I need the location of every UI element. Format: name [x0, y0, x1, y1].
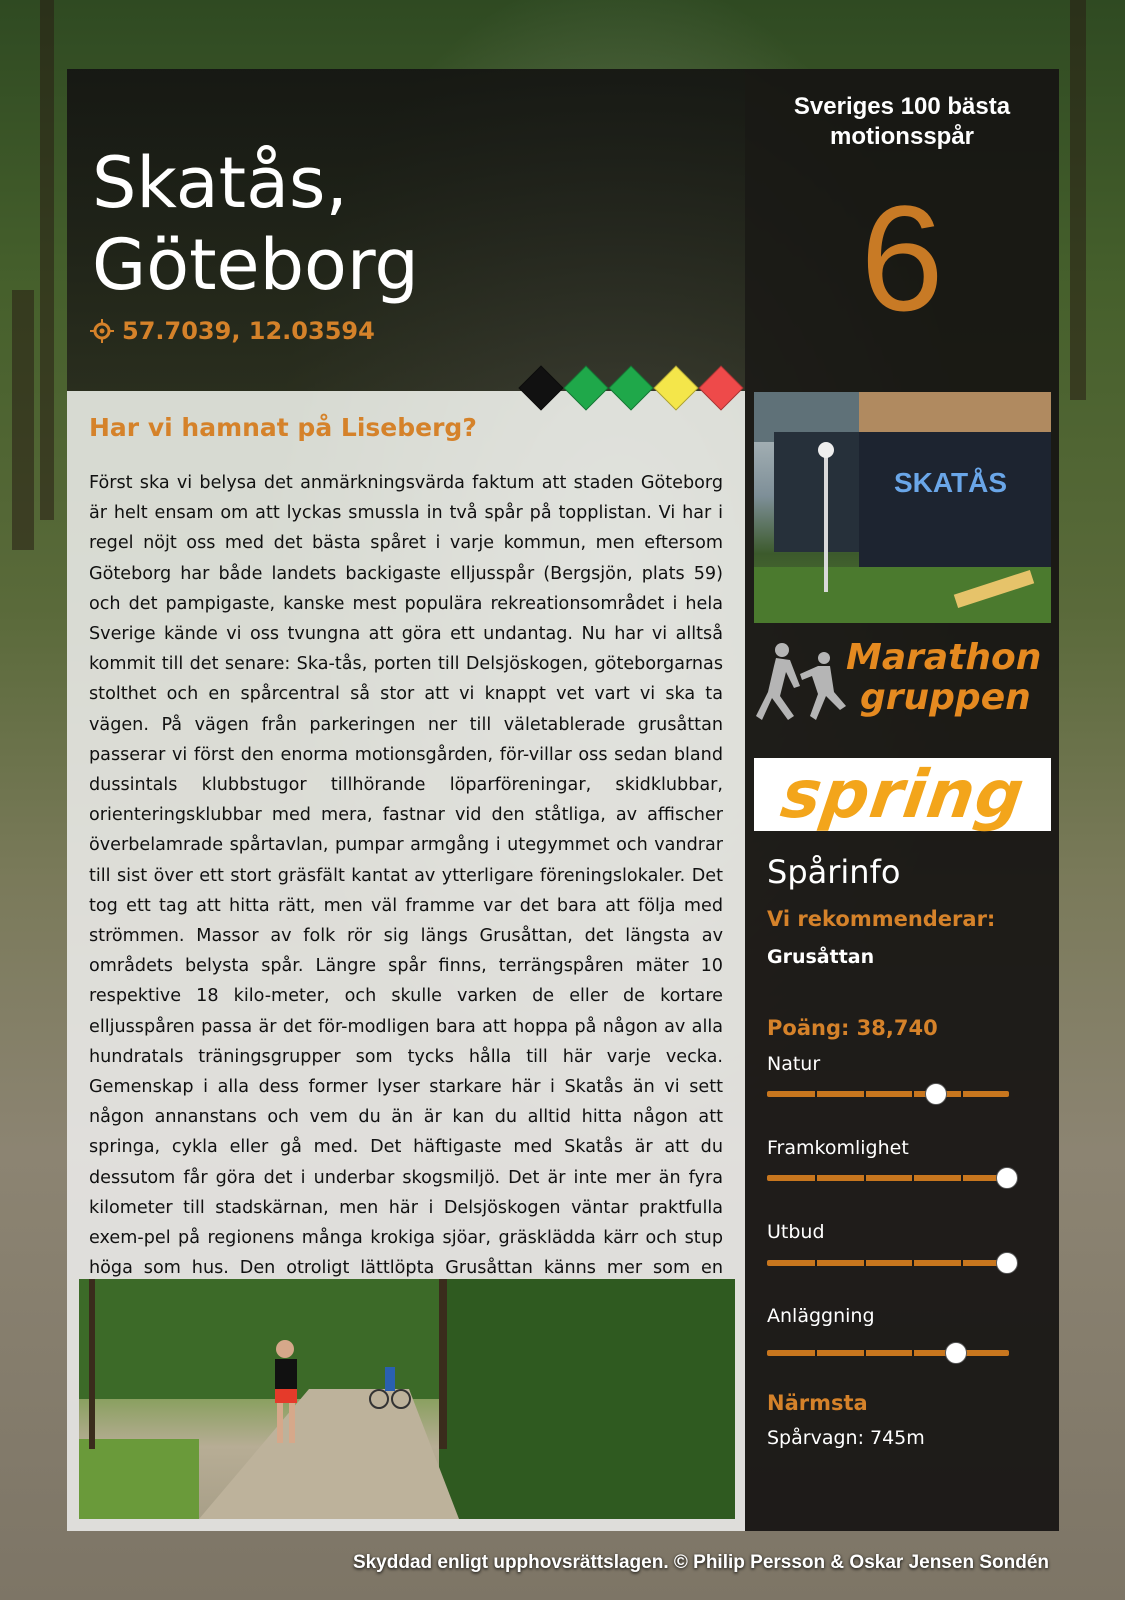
ranking-number: 6	[860, 174, 944, 342]
slider-tick	[864, 1260, 866, 1266]
slider-tick	[912, 1350, 914, 1356]
slider-tick	[815, 1260, 817, 1266]
trail-info	[767, 853, 1047, 1449]
title-line-2: Göteborg	[92, 224, 419, 306]
article-panel	[67, 391, 745, 1531]
slider-tick	[912, 1175, 914, 1181]
slider-tick	[864, 1175, 866, 1181]
rating-slider	[767, 1173, 1009, 1183]
slider-tick	[864, 1091, 866, 1097]
slider-tick	[815, 1091, 817, 1097]
target-icon	[90, 319, 114, 343]
slider-knob	[996, 1252, 1018, 1274]
spring-logo	[754, 758, 1051, 831]
rating-label: Natur	[767, 1053, 821, 1075]
slider-tick	[912, 1260, 914, 1266]
slider-tick	[815, 1175, 817, 1181]
rating-label: Anläggning	[767, 1305, 875, 1327]
trail-info-heading: Spårinfo	[767, 853, 901, 891]
rating-label: Utbud	[767, 1221, 825, 1243]
nearest-label: Närmsta	[767, 1391, 868, 1415]
building-illustration	[754, 392, 1051, 623]
coordinates	[90, 317, 375, 345]
slider-knob	[996, 1167, 1018, 1189]
page-title	[92, 142, 419, 306]
slider-track	[767, 1350, 1009, 1356]
slider-track	[767, 1260, 1009, 1266]
rating-slider	[767, 1258, 1009, 1268]
recommend-label: Vi rekommenderar:	[767, 907, 996, 931]
marathongruppen-line-1: Marathon	[846, 637, 1042, 678]
spring-logo-text: spring	[776, 756, 1029, 833]
building-sign: SKATÅS	[894, 467, 1008, 498]
background-tree	[40, 0, 54, 520]
coordinates-text: 57.7039, 12.03594	[122, 317, 375, 345]
ranking-heading-line-1: Sveriges 100 bästa	[793, 93, 1011, 120]
slider-tick	[912, 1091, 914, 1097]
article-body: Först ska vi belysa det anmärkningsvärda faktum att staden Göteborg är helt ensam om att lyckas smussla in två spår på topplistan. Vi har i regel nöjt oss med det bästa spåret i varje kommun, men eftersom Göteborg har både landets backigaste elljusspår (Bergsjön, plats 59) och det pampigaste, kanske mest populära rekreationsområdet i hela Sverige kände vi oss tvungna att göra ett undantag. Nu har vi alltså kommit till det senare: Ska-tås, porten till Delsjöskogen, göteborgarnas stolthet och en spårcentral så stor att vi knappt vet vart vi ska ta vägen. På vägen från parkeringen ner till väletablerade grusåttan passerar vi först den enorma motionsgården, för-villar oss sedan bland dussintals klubbstugor tillhörande löparföreningar, skidklubbar, orienteringsklubbar med mera, fastnar vid den ståtliga, av affischer överbelamrade spårtavlan, pumpar armgång i utegymmet och vandrar till sist över ett stort gräsfält kantat av ytterligare föreningslokaler. Det tog ett tag att hitta rätt, men väl framme var det bara att följa med strömmen. Massor av folk rör sig längs Grusåttan, det längsta av områdets belysta spår. Längre spår finns, terrängspåren mäter 10 respektive 18 kilo-meter, och skulle varken de eller de kortare elljusspåren passa är det för-modligen bara att hoppa på någon av alla hundratals träningsgrupper som tycks hålla till här varje vecka. Gemenskap i alla dess former lyser starkare här i Skatås än vi sett någon annanstans och vem du än är kan du alltid hitta någon att springa, cykla eller gå med. Det häftigaste med Skatås är att du dessutom får göra det i underbar skogsmiljö. Det är inte mer än fyra kilometer till stadskärnan, men här i Delsjöskogen väntar praktfulla exem-pel på regionens många krokiga sjöar, gräsklädda kärr och stup höga som hus. Den otroligt lättlöpta Grusåttan känns mer som en	[89, 473, 723, 1279]
nearest-value: Spårvagn: 745m	[767, 1427, 925, 1449]
rating-label: Framkomlighet	[767, 1137, 909, 1159]
background-tree	[12, 290, 34, 550]
title-line-1: Skatås,	[92, 142, 348, 224]
slider-knob	[945, 1342, 967, 1364]
slider-tick	[961, 1175, 963, 1181]
article-heading: Har vi hamnat på Liseberg?	[89, 413, 477, 442]
slider-track	[767, 1091, 1009, 1097]
background-tree	[1070, 0, 1086, 400]
recommend-value: Grusåttan	[767, 946, 875, 968]
rating-slider	[767, 1089, 1009, 1099]
marathongruppen-logo	[754, 636, 1051, 736]
slider-tick	[961, 1091, 963, 1097]
marathongruppen-line-2: gruppen	[860, 677, 1031, 718]
ranking-heading-line-2: motionsspår	[829, 123, 975, 150]
copyright-footer: Skyddad enligt upphovsrättslagen. © Philip Persson & Oskar Jensen Sondén	[352, 1552, 1049, 1573]
slider-track	[767, 1175, 1009, 1181]
marathongruppen-text	[846, 638, 1041, 718]
rating-slider	[767, 1348, 1009, 1358]
slider-tick	[864, 1350, 866, 1356]
slider-tick	[815, 1350, 817, 1356]
slider-tick	[961, 1260, 963, 1266]
points-label: Poäng: 38,740	[767, 1016, 938, 1040]
runner-illustration	[79, 1279, 735, 1519]
ranking-heading	[745, 92, 1059, 152]
building-photo	[754, 392, 1051, 623]
runner-photo	[79, 1279, 735, 1519]
